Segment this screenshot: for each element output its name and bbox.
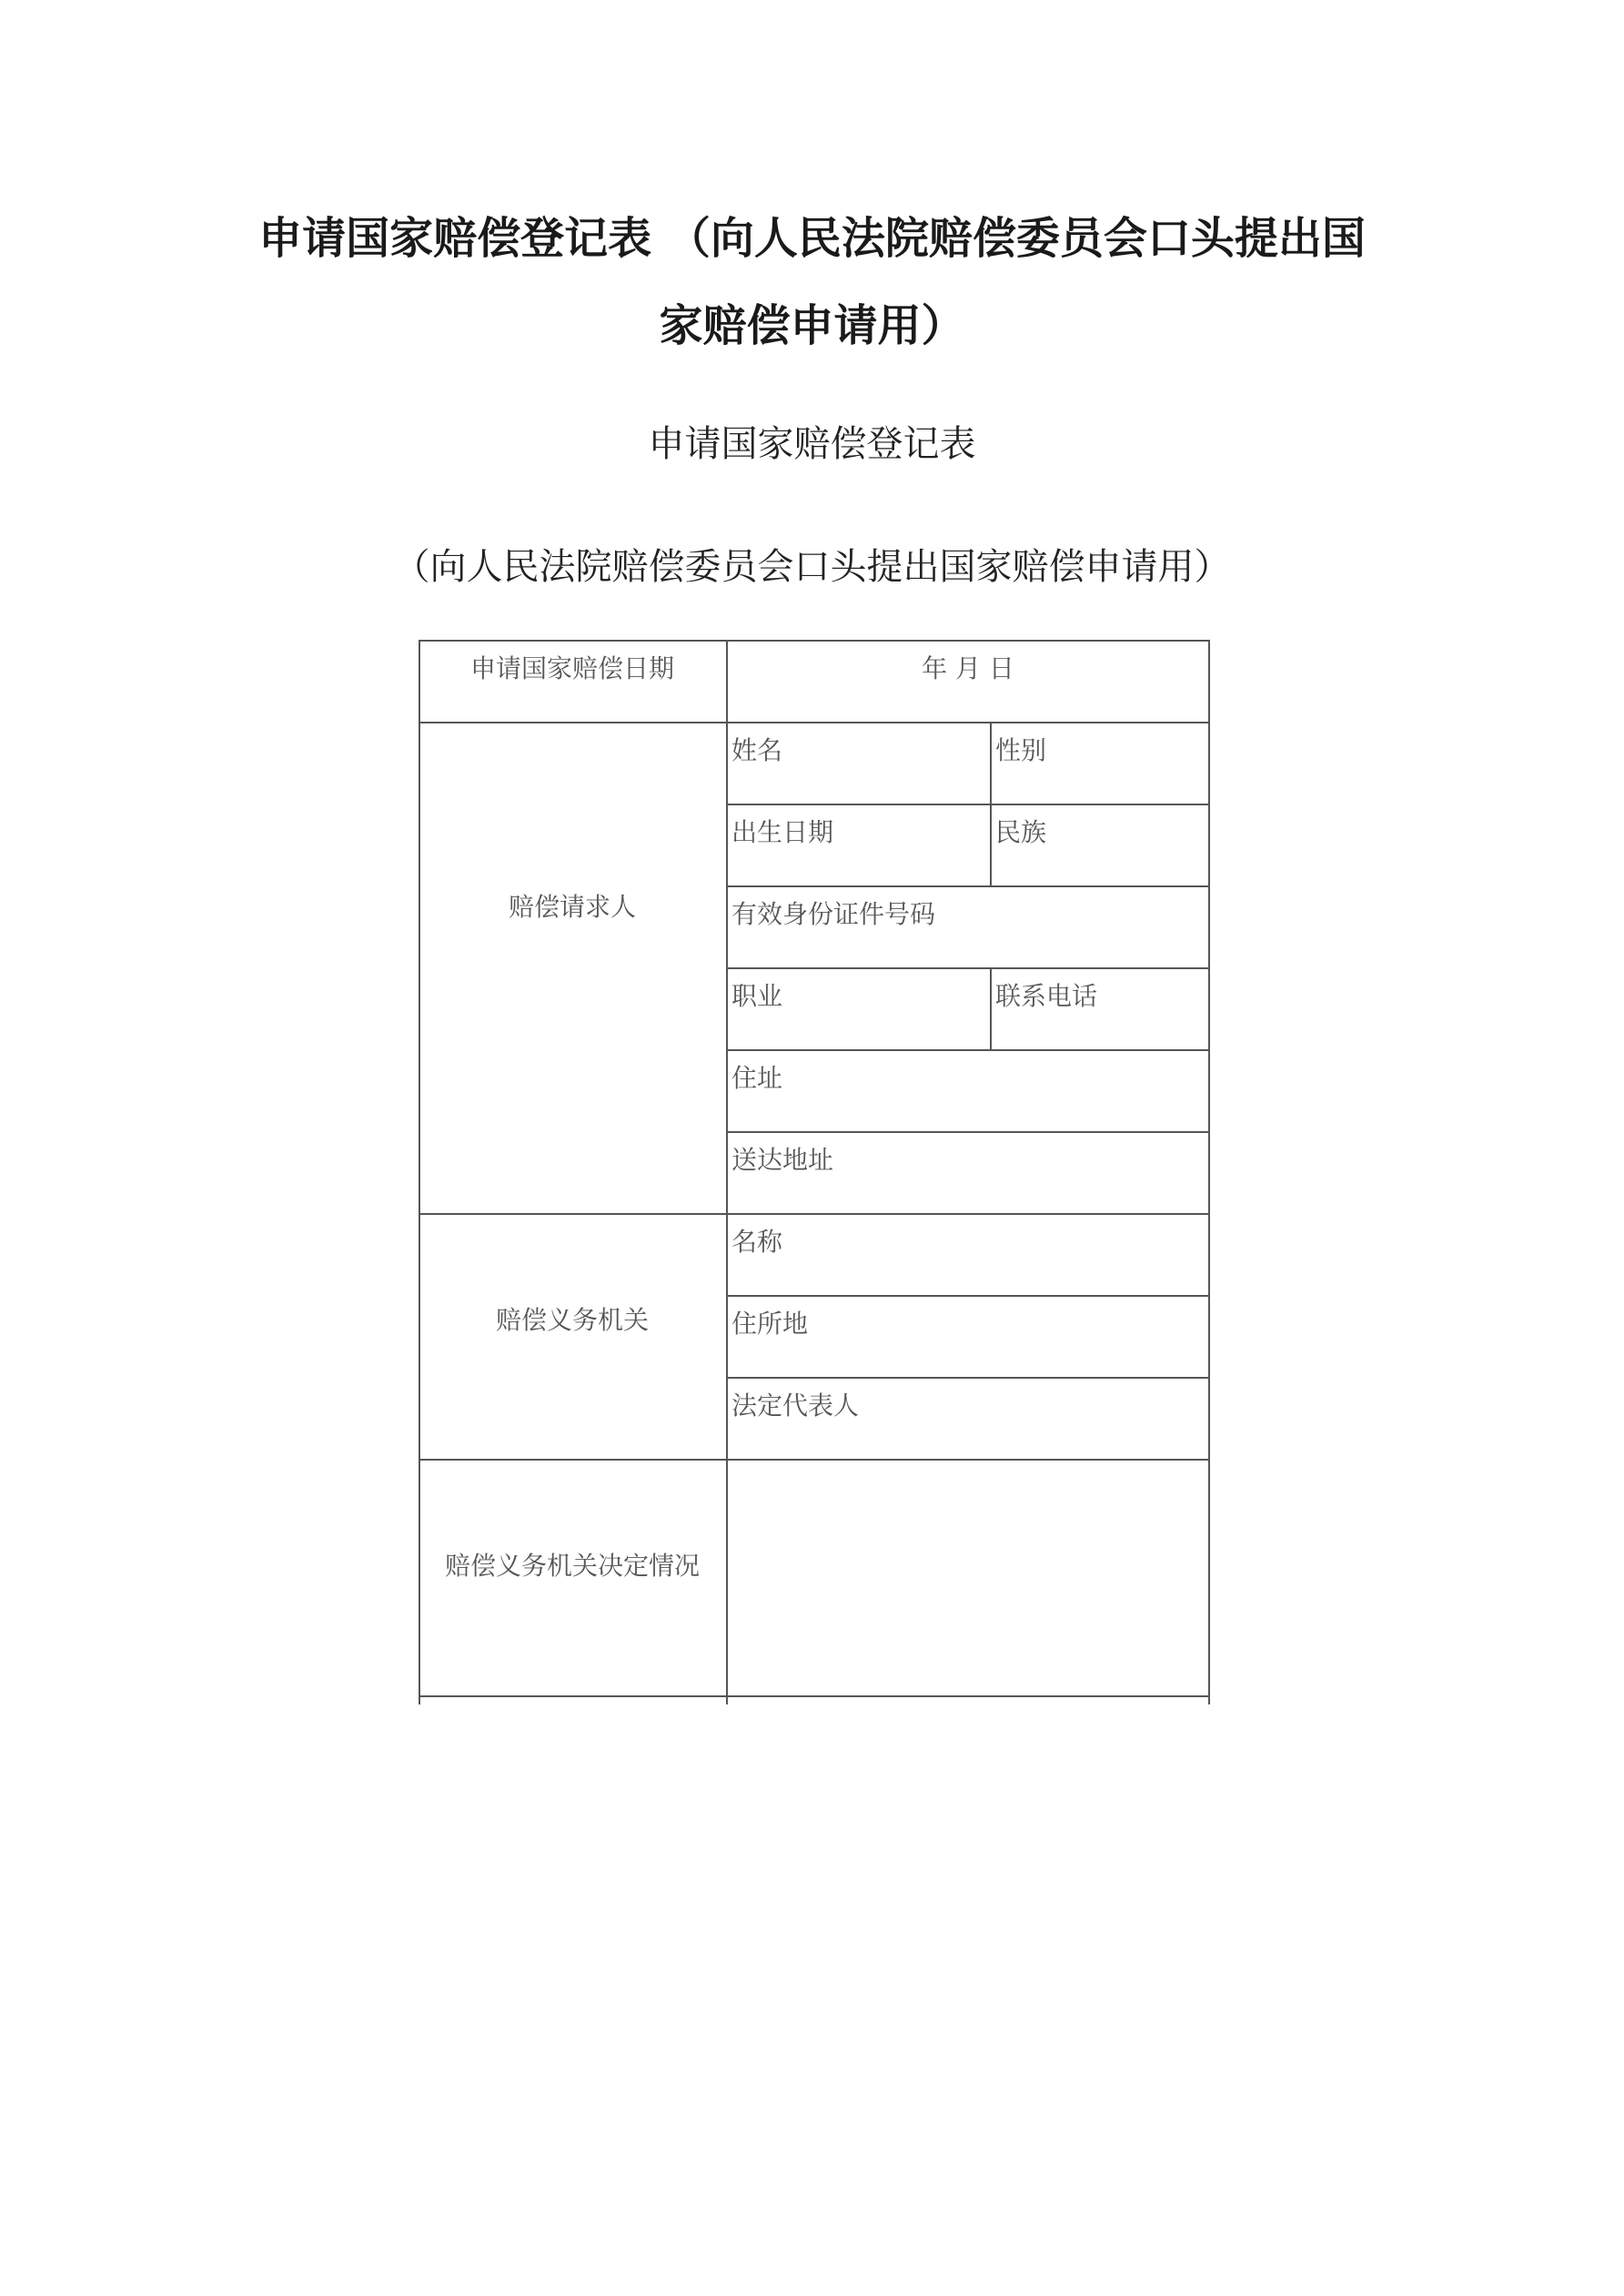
row-divider xyxy=(419,722,1210,723)
claimant-delivery-address-field[interactable]: 送达地址 xyxy=(731,1145,834,1175)
form-border-top xyxy=(419,640,1210,642)
application-date-field[interactable]: 年 月 日 xyxy=(922,653,1014,683)
claimant-id-number-field[interactable]: 有效身份证件号码 xyxy=(731,899,936,929)
claimant-birth-date-field[interactable]: 出生日期 xyxy=(731,817,834,847)
claimant-gender-field[interactable]: 性别 xyxy=(995,735,1047,765)
row-divider xyxy=(726,804,1210,805)
form-title: 申请国家赔偿登记表 xyxy=(648,423,976,465)
obligor-section-label: 赔偿义务机关 xyxy=(495,1305,649,1335)
form-border-right xyxy=(1208,640,1210,1704)
form-subtitle-note: （向人民法院赔偿委员会口头提出国家赔偿申请用） xyxy=(393,546,1231,588)
row-divider xyxy=(726,885,1210,887)
obligor-domicile-field[interactable]: 住所地 xyxy=(731,1309,809,1339)
registration-form xyxy=(419,640,1210,1704)
page-title-line-2: 家赔偿申请用） xyxy=(659,300,965,351)
subcolumn-divider xyxy=(990,722,992,885)
obligor-decision-label: 赔偿义务机关决定情况 xyxy=(444,1551,700,1581)
row-divider xyxy=(726,1049,1210,1051)
claimant-section-label: 赔偿请求人 xyxy=(508,892,636,922)
page-title-line-1: 申请国家赔偿登记表 （向人民法院赔偿委员会口头提出国 xyxy=(258,213,1366,264)
section-divider xyxy=(419,1213,1210,1215)
obligor-decision-field[interactable] xyxy=(728,1461,1208,1694)
obligor-legal-representative-field[interactable]: 法定代表人 xyxy=(731,1391,860,1421)
obligor-name-field[interactable]: 名称 xyxy=(731,1227,783,1257)
claimant-name-field[interactable]: 姓名 xyxy=(731,735,783,765)
row-divider xyxy=(726,1131,1210,1133)
subcolumn-divider xyxy=(990,967,992,1049)
claimant-ethnicity-field[interactable]: 民族 xyxy=(995,817,1047,847)
claimant-phone-field[interactable]: 联系电话 xyxy=(995,981,1098,1011)
section-divider xyxy=(419,1695,1210,1697)
row-divider xyxy=(726,967,1210,969)
form-border-left xyxy=(419,640,420,1704)
application-date-label: 申请国家赔偿日期 xyxy=(469,653,674,683)
row-divider xyxy=(726,1295,1210,1297)
claimant-address-field[interactable]: 住址 xyxy=(731,1063,783,1093)
row-divider xyxy=(726,1377,1210,1379)
claimant-occupation-field[interactable]: 职业 xyxy=(731,981,783,1011)
